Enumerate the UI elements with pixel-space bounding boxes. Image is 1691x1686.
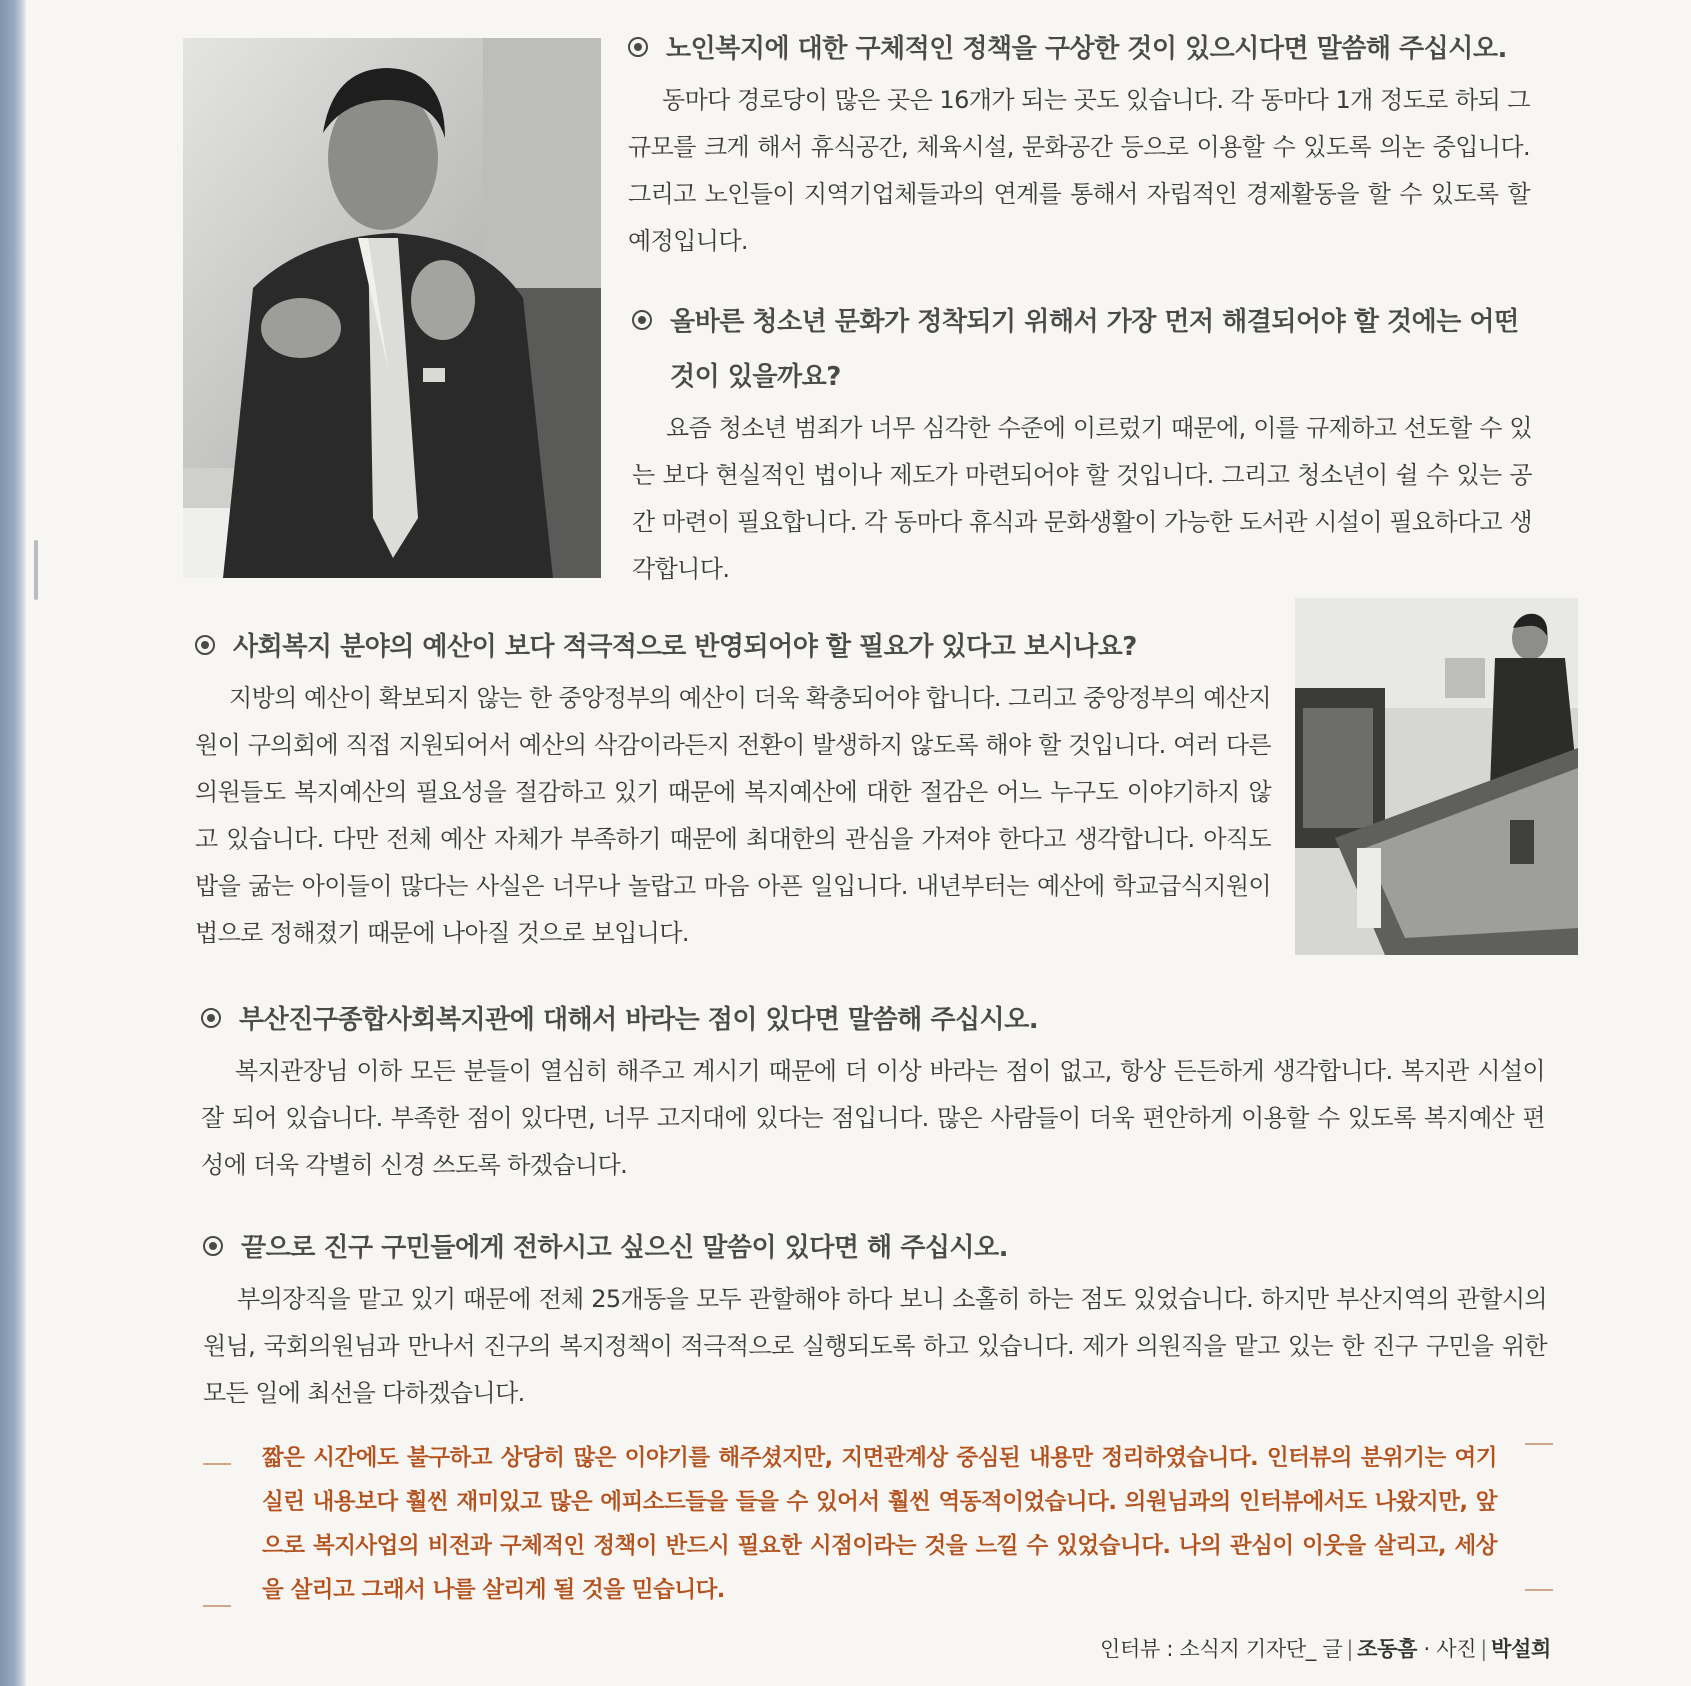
circle-bullet-icon: [632, 310, 652, 330]
answer-paragraph: 동마다 경로당이 많은 곳은 16개가 되는 곳도 있습니다. 각 동마다 1개 정도로 하되 그 규모를 크게 해서 휴식공간, 체육시설, 문화공간 등으로 이용할 수 있도록 의논 중입니다. 그리고 노인들이 지역기업체들과의 연계를 통해서 자립적인 경제활동을 할 수 있도록 할 예정입니다.: [628, 86, 1530, 255]
credit-writer: 조동흠: [1357, 1637, 1418, 1661]
answer-paragraph: 요즘 청소년 범죄가 너무 심각한 수준에 이르렀기 때문에, 이를 규제하고 선도할 수 있는 보다 현실적인 법이나 제도가 마련되어야 할 것입니다. 그리고 청소년이 쉴 수 있는 공간 마련이 필요합니다. 각 동마다 휴식과 문화생활이 가능한 도서관 시설이 필요하다고 생각합니다.: [632, 414, 1532, 583]
circle-bullet-icon: [203, 1236, 223, 1256]
qa-block-welfare-center: [201, 993, 1545, 1189]
decorative-dash: [203, 1463, 231, 1465]
decorative-dash: [1525, 1589, 1553, 1591]
credit-separator: |: [1346, 1637, 1354, 1661]
answer-paragraph: 부의장직을 맡고 있기 때문에 전체 25개동을 모두 관할해야 하다 보니 소홀히 하는 점도 있었습니다. 하지만 부산지역의 관할시의원님, 국회의원님과 만나서 진구의 복지정책이 적극적으로 실행되도록 하고 있습니다. 제가 의원직을 맡고 있는 한 진구 구민을 위한 모든 일에 최선을 다하겠습니다.: [203, 1285, 1547, 1407]
interviewee-portrait-photo: [183, 38, 601, 578]
answer-paragraph: 복지관장님 이하 모든 분들이 열심히 해주고 계시기 때문에 더 이상 바라는 점이 없고, 항상 든든하게 생각합니다. 복지관 시설이 잘 되어 있습니다. 부족한 점이 있다면, 너무 고지대에 있다는 점입니다. 많은 사람들이 더욱 편안하게 이용할 수 있도록 복지예산 편성에 더욱 각별히 신경 쓰도록 하겠습니다.: [201, 1057, 1545, 1179]
question-heading: 노인복지에 대한 구체적인 정책을 구상한 것이 있으시다면 말씀해 주십시오.: [628, 22, 1530, 77]
decorative-dash: [1525, 1443, 1553, 1445]
credit-prefix: 인터뷰 : 소식지 기자단_ 글: [1100, 1637, 1343, 1661]
question-heading: 끝으로 진구 구민들에게 전하시고 싶으신 말씀이 있다면 해 주십시오.: [203, 1221, 1547, 1276]
decorative-dash: [203, 1605, 231, 1607]
qa-block-welfare-budget: [195, 620, 1271, 957]
credit-photographer: 박설희: [1491, 1637, 1551, 1661]
circle-bullet-icon: [195, 635, 215, 655]
question-heading: 올바른 청소년 문화가 정착되기 위해서 가장 먼저 해결되어야 할 것에는 어떤 것이 있을까요?: [632, 295, 1532, 405]
qa-block-elderly-welfare: [628, 22, 1530, 265]
credit-separator: |: [1480, 1637, 1488, 1661]
credit-line: [1100, 1633, 1551, 1663]
meeting-room-photo: [1295, 598, 1578, 955]
page-spine: [0, 0, 26, 1686]
qa-block-youth-culture: [632, 295, 1532, 593]
qa-block-closing-message: [203, 1221, 1547, 1417]
question-heading: 사회복지 분야의 예산이 보다 적극적으로 반영되어야 할 필요가 있다고 보시나요?: [195, 620, 1271, 675]
credit-middle: · 사진: [1423, 1637, 1477, 1661]
question-heading: 부산진구종합사회복지관에 대해서 바라는 점이 있다면 말씀해 주십시오.: [201, 993, 1545, 1048]
circle-bullet-icon: [628, 37, 648, 57]
closing-editorial-note: 짧은 시간에도 불구하고 상당히 많은 이야기를 해주셨지만, 지면관계상 중심된 내용만 정리하였습니다. 인터뷰의 분위기는 여기 실린 내용보다 훨씬 재미있고 많은 에피소드들을 들을 수 있어서 훨씬 역동적이었습니다. 의원님과의 인터뷰에서도 나왔지만, 앞으로 복지사업의 비전과 구체적인 정책이 반드시 필요한 시점이라는 것을 느낄 수 있었습니다. 나의 관심이 이웃을 살리고, 세상을 살리고 그래서 나를 살리게 될 것을 믿습니다.: [262, 1445, 1497, 1603]
answer-paragraph: 지방의 예산이 확보되지 않는 한 중앙정부의 예산이 더욱 확충되어야 합니다. 그리고 중앙정부의 예산지원이 구의회에 직접 지원되어서 예산의 삭감이라든지 전환이 발생하지 않도록 해야 할 것입니다. 여러 다른 의원들도 복지예산의 필요성을 절감하고 있기 때문에 복지예산에 대한 절감은 어느 누구도 이야기하지 않고 있습니다. 다만 전체 예산 자체가 부족하기 때문에 최대한의 관심을 가져야 한다고 생각합니다. 아직도 밥을 굶는 아이들이 많다는 사실은 너무나 놀랍고 마음 아픈 일입니다. 내년부터는 예산에 학교급식지원이 법으로 정해졌기 때문에 나아질 것으로 보입니다.: [195, 684, 1271, 947]
staple-mark: [34, 540, 38, 600]
circle-bullet-icon: [201, 1008, 221, 1028]
